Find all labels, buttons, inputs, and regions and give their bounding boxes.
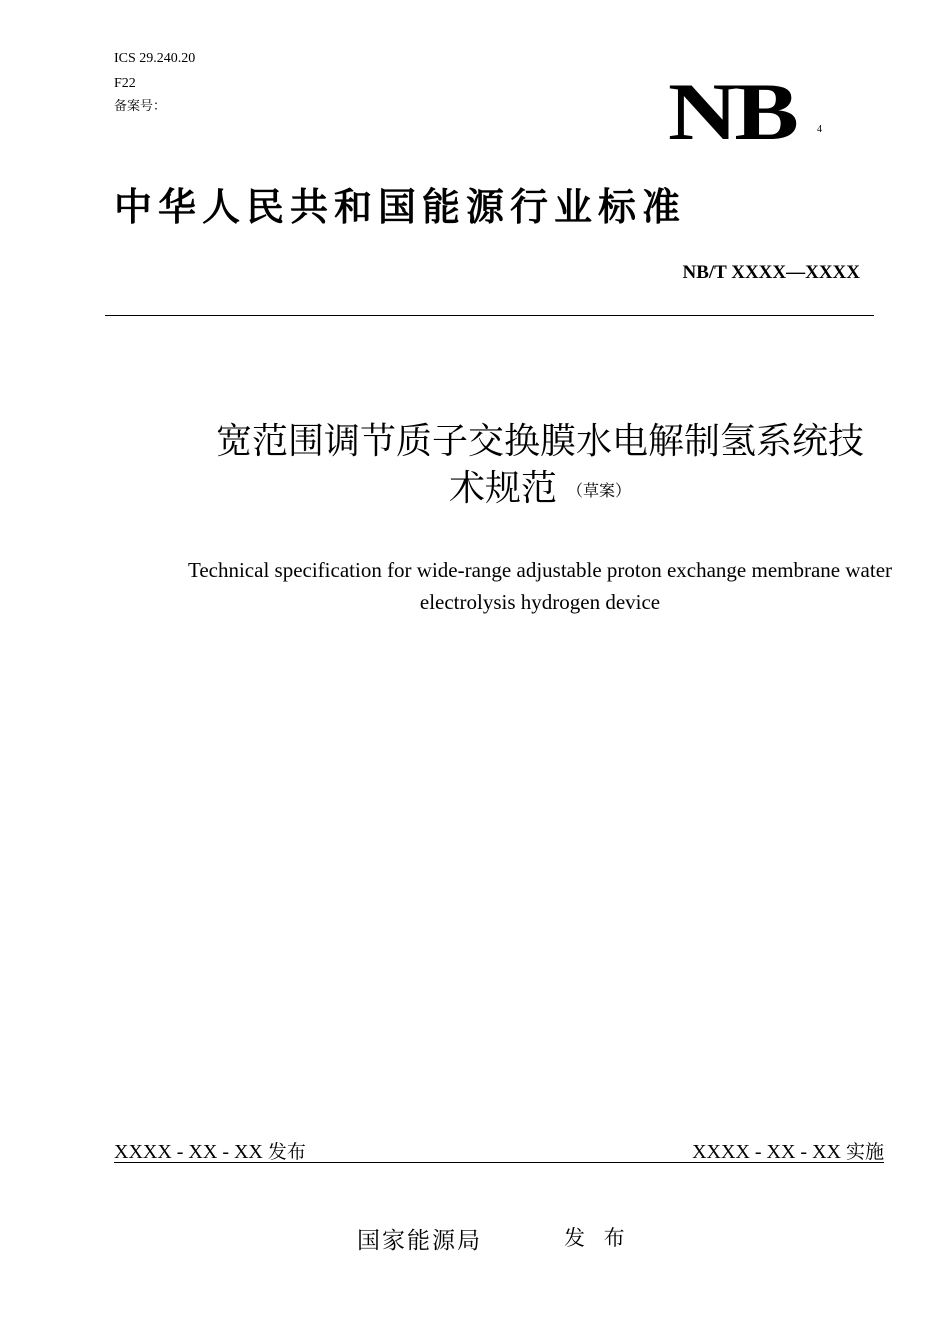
issue-date-label: 发布: [267, 1141, 306, 1163]
standard-number: NB/T XXXX—XXXX: [682, 262, 860, 283]
document-title-en: [140, 554, 940, 618]
issue-date: [114, 1137, 306, 1164]
implementation-date-value: XXXX - XX - XX: [692, 1141, 846, 1163]
standard-title: 中华人民共和国能源行业标准: [114, 185, 687, 229]
issue-date-value: XXXX - XX - XX: [114, 1141, 268, 1163]
title-cn-line-1: 宽范围调节质子交换膜水电解制氢系统技: [215, 421, 864, 462]
logo-mark: 4: [817, 124, 822, 135]
classification-code: F22: [114, 76, 136, 91]
footer-divider: [114, 1162, 884, 1163]
header-divider: [105, 315, 874, 316]
publisher-name: 国家能源局: [357, 1228, 482, 1254]
title-cn-line-2-text: 术规范: [448, 468, 557, 509]
title-en-line-2: electrolysis hydrogen device: [419, 590, 661, 614]
publish-label: 发 布: [564, 1226, 631, 1250]
nb-logo: NB: [668, 66, 796, 157]
title-en-line-1: Technical specification for wide-range adjustable proton exchange membrane water: [187, 558, 893, 582]
draft-label: （草案）: [567, 481, 632, 500]
implementation-date: [692, 1137, 884, 1164]
ics-code: ICS 29.240.20: [114, 51, 196, 66]
title-cn-line-2: [120, 465, 950, 514]
record-number-label: 备案号：: [114, 99, 167, 114]
document-title-cn: [120, 418, 950, 514]
implementation-date-label: 实施: [845, 1141, 884, 1163]
